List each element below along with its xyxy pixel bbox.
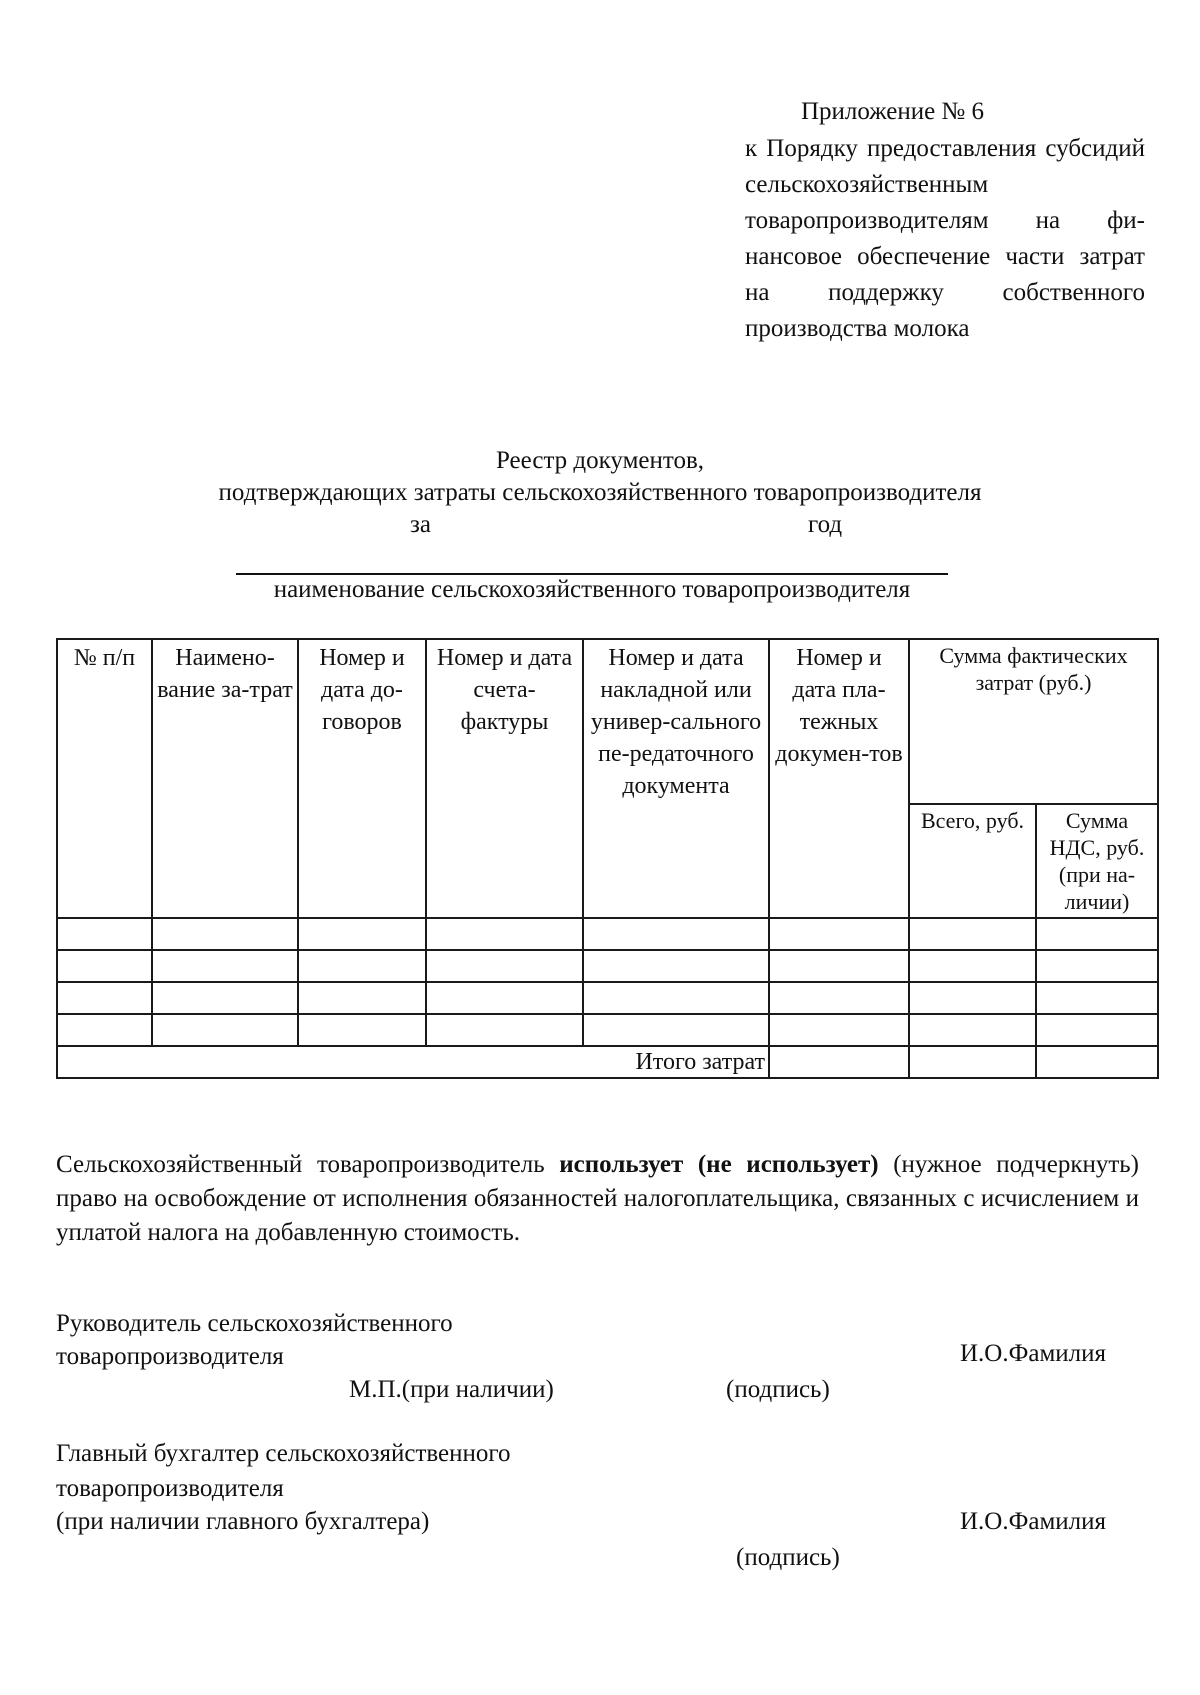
table-cell (1036, 982, 1158, 1014)
header-total-rub: Всего, руб. (909, 804, 1036, 918)
table-cell (298, 950, 426, 982)
total-row (57, 1046, 1158, 1078)
total-cell (1036, 1046, 1158, 1078)
table-cell (57, 1014, 152, 1046)
head-title-line2: товаропроизводителя (56, 1343, 284, 1370)
table-cell (583, 918, 769, 950)
total-cell (769, 1046, 909, 1078)
total-label: Итого затрат (57, 1046, 769, 1078)
table-row (57, 918, 1158, 950)
producer-name-caption: наименование сельскохозяйственного товаропроизводителя (273, 576, 911, 603)
table-cell (426, 982, 583, 1014)
table-cell (57, 982, 152, 1014)
vat-statement-part2: (нужное подчеркнуть) право на освобождение от исполнения обязанностей налогоплательщика, связанных с исчислением и уплатой налога на добавленную стоимость. (56, 1151, 1139, 1246)
table-cell (769, 950, 909, 982)
table-cell (769, 918, 909, 950)
table-cell (583, 1014, 769, 1046)
vat-statement-choice: использует (не использует) (559, 1151, 879, 1178)
registry-title: Реестр документов, (495, 447, 705, 474)
table-cell (152, 950, 298, 982)
table-cell (769, 982, 909, 1014)
registry-table (56, 638, 1159, 1079)
head-name: И.О.Фамилия (960, 1340, 1107, 1367)
header-vat: Сумма НДС, руб. (при на-личии) (1036, 804, 1158, 918)
head-title-line1: Руководитель сельскохозяйственного (56, 1310, 453, 1337)
table-cell (57, 950, 152, 982)
accountant-title-line1: Главный бухгалтер сельскохозяйственного (56, 1440, 511, 1467)
table-cell (152, 1014, 298, 1046)
accountant-title-line2: товаропроизводителя (56, 1475, 284, 1502)
table-cell (298, 982, 426, 1014)
table-row (57, 1014, 1158, 1046)
header-contract: Номер и дата до-говоров (298, 639, 426, 918)
table-cell (583, 982, 769, 1014)
vat-statement (56, 1148, 1139, 1250)
period-for-label: за (410, 511, 431, 538)
accountant-title-line3: (при наличии главного бухгалтера) (56, 1508, 430, 1535)
table-cell (909, 982, 1036, 1014)
accountant-name: И.О.Фамилия (960, 1508, 1107, 1535)
registry-subtitle: подтверждающих затраты сельскохозяйственного товаропроизводителя (218, 479, 982, 506)
table-row (57, 982, 1158, 1014)
head-stamp: М.П.(при наличии) (349, 1376, 554, 1403)
table-cell (1036, 1014, 1158, 1046)
table-cell (909, 1014, 1036, 1046)
table-cell (909, 918, 1036, 950)
header-invoice: Номер и дата счета-фактуры (426, 639, 583, 918)
table-cell (57, 918, 152, 950)
header-payment-docs: Номер и дата пла-тежных докумен-тов (769, 639, 909, 918)
table-cell (769, 1014, 909, 1046)
table-cell (298, 1014, 426, 1046)
header-actual-costs: Сумма фактических затрат (руб.) (909, 639, 1158, 804)
vat-statement-part1: Сельскохозяйственный товаропроизводитель (56, 1151, 560, 1178)
table-cell (583, 950, 769, 982)
table-cell (298, 918, 426, 950)
period-year-label: год (808, 511, 843, 538)
accountant-signature-caption: (подпись) (736, 1544, 840, 1571)
table-cell (426, 918, 583, 950)
total-cell (909, 1046, 1036, 1078)
table-cell (1036, 950, 1158, 982)
table-cell (152, 982, 298, 1014)
table-cell (1036, 918, 1158, 950)
header-expense-name: Наимено-вание за-трат (152, 639, 298, 918)
table-cell (152, 918, 298, 950)
table-cell (426, 1014, 583, 1046)
table-cell (909, 950, 1036, 982)
appendix-title: Приложение № 6 (801, 98, 985, 125)
table-cell (426, 950, 583, 982)
head-signature-caption: (подпись) (726, 1376, 830, 1403)
header-waybill: Номер и дата накладной или универ-сального пе-редаточного документа (583, 639, 769, 918)
header-row-number: № п/п (57, 639, 152, 918)
appendix-text: к Порядку предоставления субсидий сельскохозяйственным товаропроизводителям на финансовое обеспечение части затрат на поддержку собственного производства молока (745, 135, 1145, 342)
table-row (57, 950, 1158, 982)
